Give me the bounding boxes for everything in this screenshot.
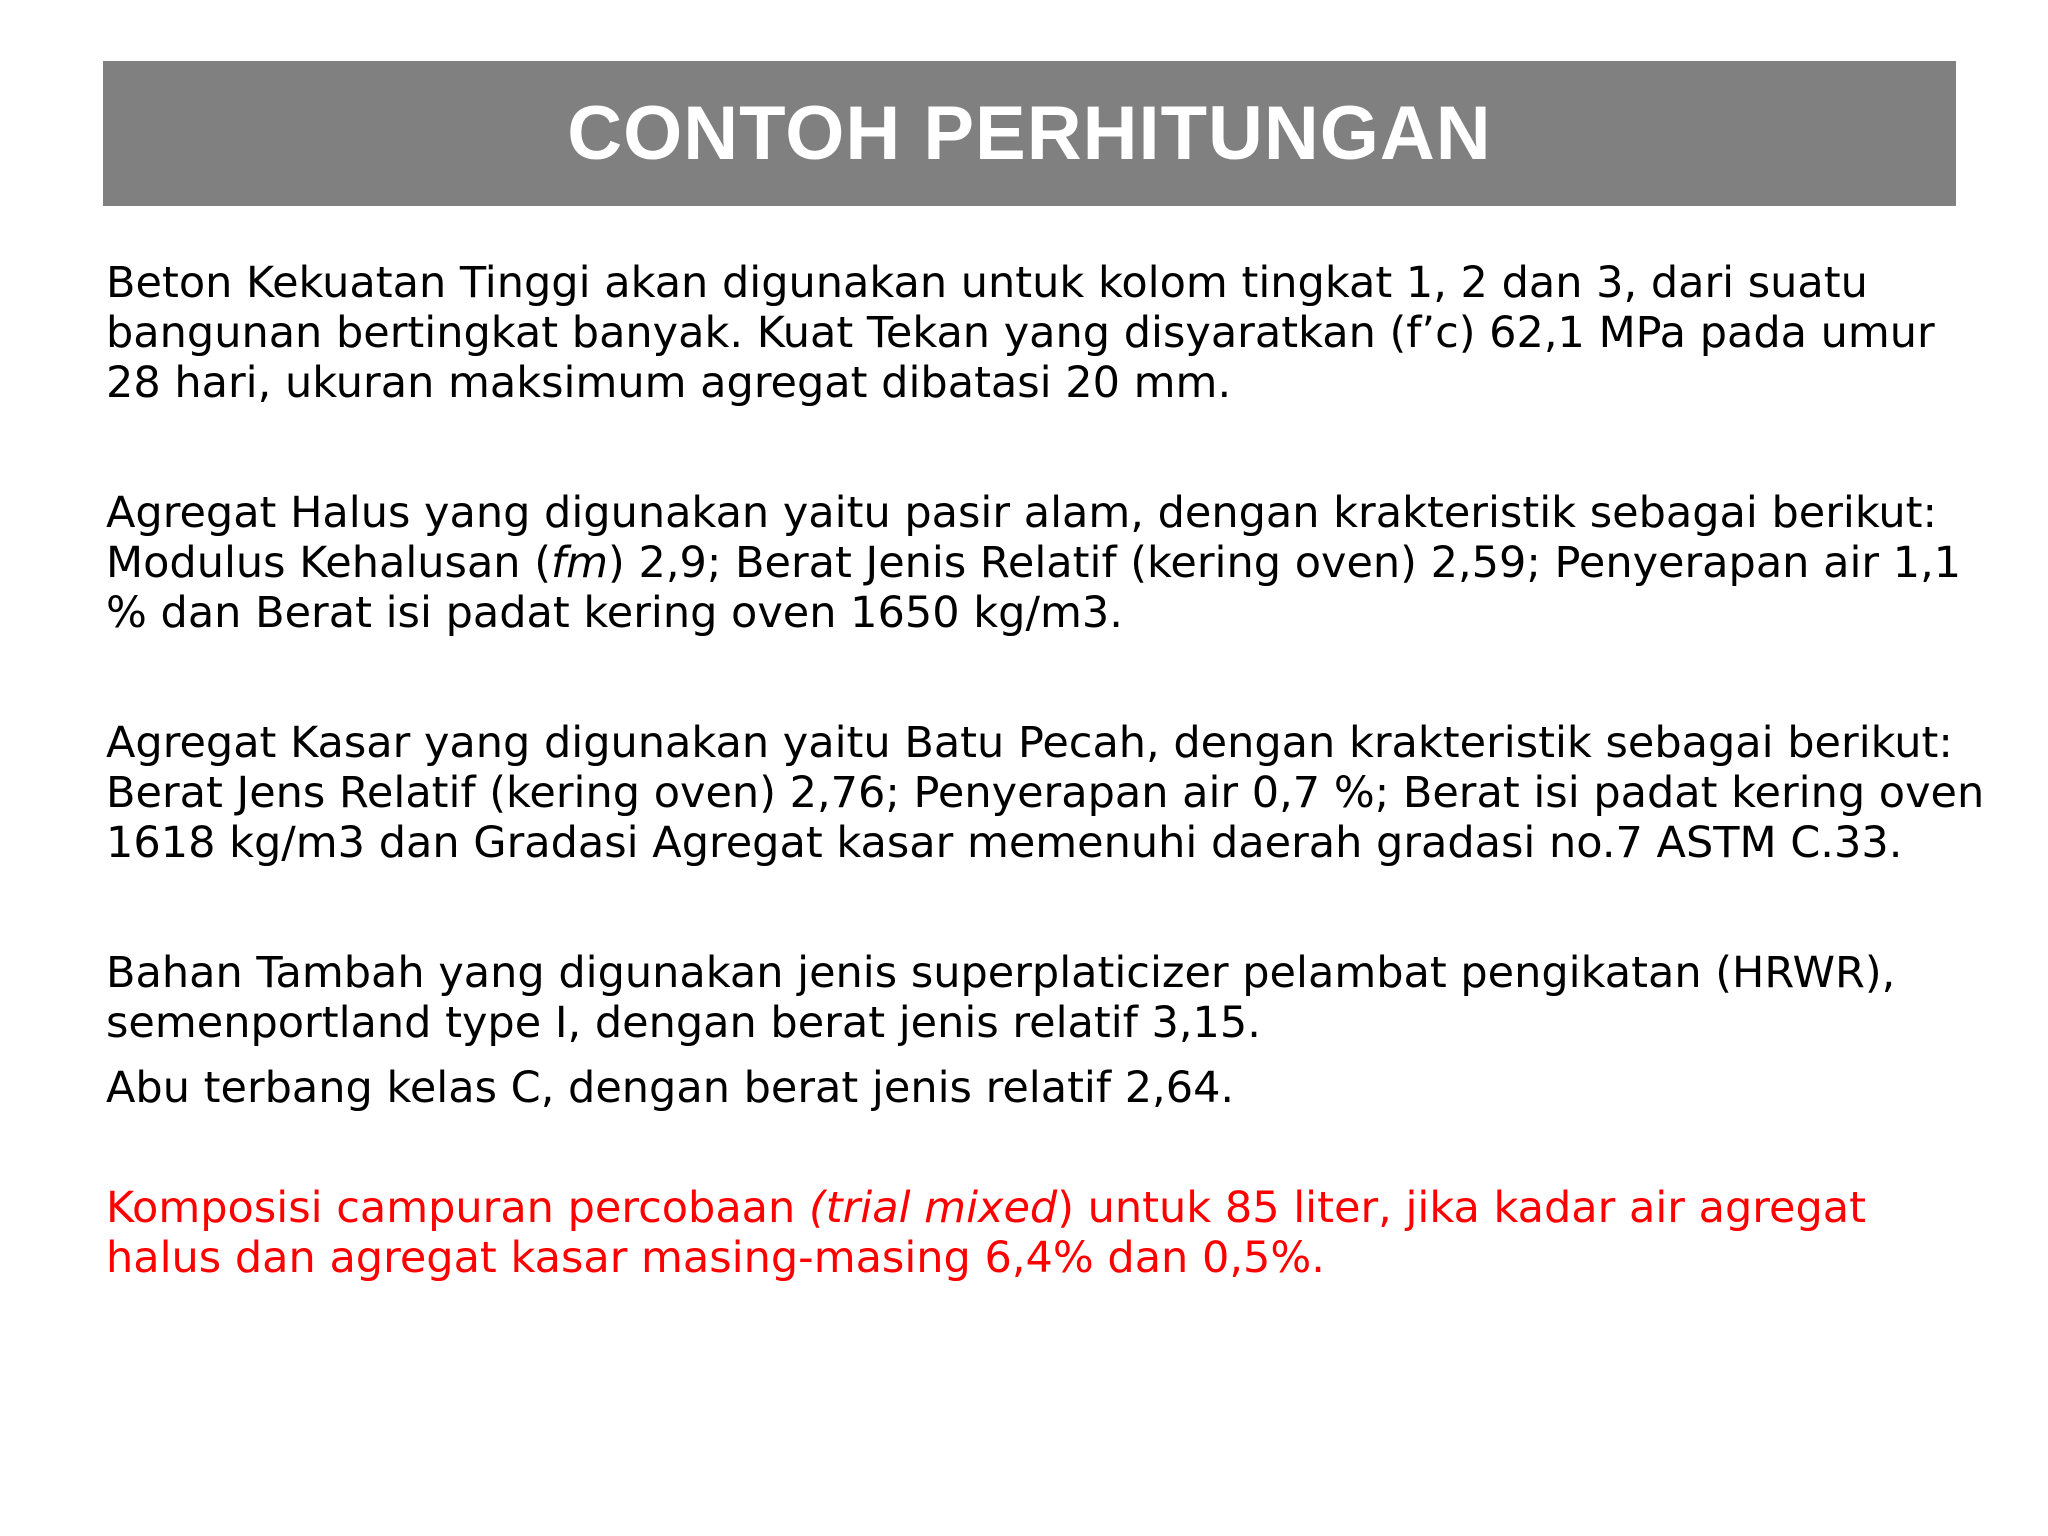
title-bar	[103, 61, 1956, 206]
paragraph-abu-terbang: Abu terbang kelas C, dengan berat jenis relatif 2,64.	[106, 1063, 1235, 1113]
paragraph-komposisi-text-1: Komposisi campuran percobaan	[106, 1183, 809, 1233]
paragraph-agregat-halus-fm: fm	[551, 538, 609, 588]
paragraph-agregat-halus	[106, 488, 1986, 638]
paragraph-beton: Beton Kekuatan Tinggi akan digunakan untuk kolom tingkat 1, 2 dan 3, dari suatu bangunan bertingkat banyak. Kuat Tekan yang disyaratkan (f’c) 62,1 MPa pada umur 28 hari, ukuran maksimum agregat dibatasi 20 mm.	[106, 258, 1935, 408]
paragraph-agregat-halus-text-1: Agregat Halus yang digunakan yaitu pasir alam, dengan krakteristik sebagai berikut: Modulus Kehalusan (	[106, 488, 1938, 588]
paragraph-komposisi-text-2: ) untuk 85 liter, jika kadar air agregat halus dan agregat kasar masing-masing 6,4% dan 0,5%.	[106, 1183, 1866, 1283]
paragraph-komposisi-trial-mixed: (trial mixed	[808, 1183, 1058, 1233]
paragraph-agregat-halus-text-2: ) 2,9; Berat Jenis Relatif (kering oven) 2,59; Penyerapan air 1,1 % dan Berat isi padat kering oven 1650 kg/m3.	[106, 538, 1962, 638]
paragraph-agregat-kasar: Agregat Kasar yang digunakan yaitu Batu Pecah, dengan krakteristik sebagai berikut: Berat Jens Relatif (kering oven) 2,76; Penyerapan air 0,7 %; Berat isi padat kering oven 1618 kg/m3 dan Gradasi Agregat kasar memenuhi daerah gradasi no.7 ASTM C.33.	[106, 718, 1985, 868]
paragraph-bahan-tambah: Bahan Tambah yang digunakan jenis superplaticizer pelambat pengikatan (HRWR), semenportland type I, dengan berat jenis relatif 3,15.	[106, 948, 1896, 1048]
slide-title: CONTOH PERHITUNGAN	[567, 90, 1492, 176]
slide-content	[106, 258, 1986, 1363]
paragraph-komposisi	[106, 1183, 1986, 1283]
